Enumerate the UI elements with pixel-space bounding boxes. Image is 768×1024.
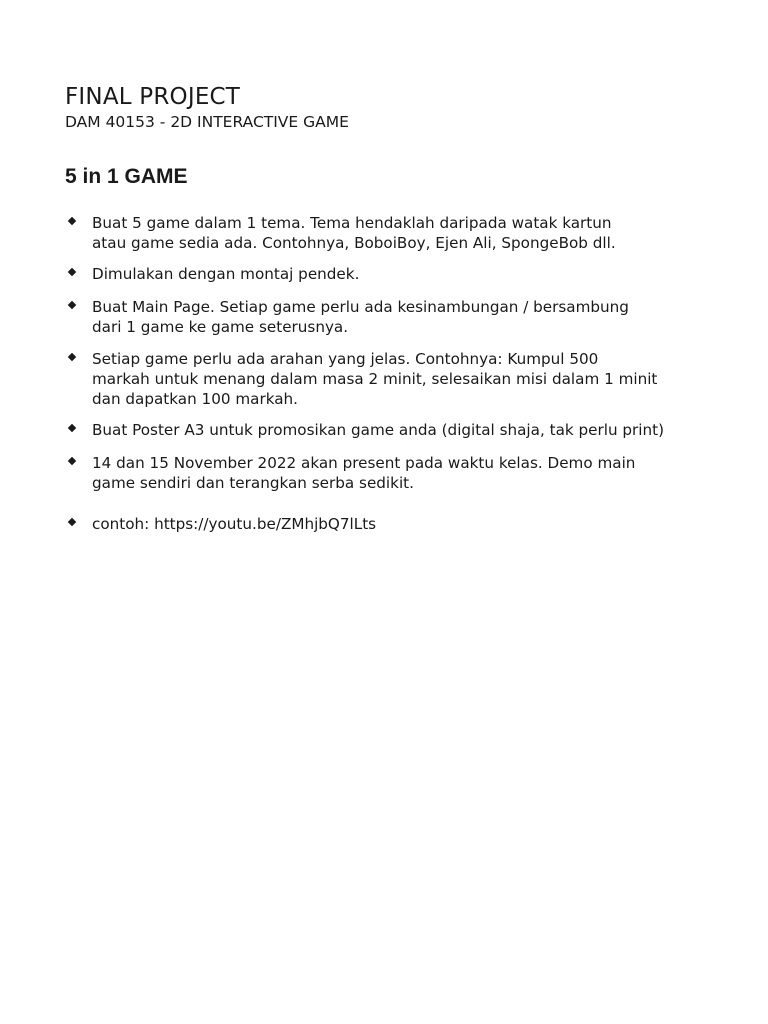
list-item-line: markah untuk menang dalam masa 2 minit, selesaikan misi dalam 1 minit	[92, 370, 658, 388]
list-item-line: game sendiri dan terangkan serba sedikit.	[92, 474, 414, 492]
diamond-bullet-icon	[68, 353, 76, 361]
list-item-text	[92, 213, 742, 253]
list-item-text	[92, 297, 742, 337]
diamond-bullet-icon	[68, 518, 76, 526]
list-item-line: dari 1 game ke game seterusnya.	[92, 318, 349, 336]
list-item-text	[92, 514, 742, 534]
list-item-line: Dimulakan dengan montaj pendek.	[92, 265, 360, 283]
document-title: FINAL PROJECT	[65, 84, 241, 110]
section-heading: 5 in 1 GAME	[65, 165, 188, 188]
list-item-line: Buat Main Page. Setiap game perlu ada kesinambungan / bersambung	[92, 298, 629, 316]
list-item-line: Setiap game perlu ada arahan yang jelas. Contohnya: Kumpul 500	[92, 350, 599, 368]
diamond-bullet-icon	[68, 457, 76, 465]
list-item-line: 14 dan 15 November 2022 akan present pada waktu kelas. Demo main	[92, 454, 636, 472]
list-item-line: atau game sedia ada. Contohnya, BoboiBoy, Ejen Ali, SpongeBob dll.	[92, 234, 616, 252]
list-item-text	[92, 453, 742, 493]
list-item-text	[92, 420, 742, 440]
diamond-bullet-icon	[68, 217, 76, 225]
diamond-bullet-icon	[68, 301, 76, 309]
list-item-text	[92, 349, 742, 409]
list-item-line: dan dapatkan 100 markah.	[92, 390, 298, 408]
list-item-text	[92, 264, 742, 284]
list-item-line: Buat 5 game dalam 1 tema. Tema hendaklah daripada watak kartun	[92, 214, 612, 232]
document-subtitle: DAM 40153 - 2D INTERACTIVE GAME	[65, 113, 349, 131]
example-link: contoh: https://youtu.be/ZMhjbQ7lLts	[92, 515, 377, 533]
diamond-bullet-icon	[68, 424, 76, 432]
diamond-bullet-icon	[68, 268, 76, 276]
list-item-line: Buat Poster A3 untuk promosikan game anda (digital shaja, tak perlu print)	[92, 421, 665, 439]
